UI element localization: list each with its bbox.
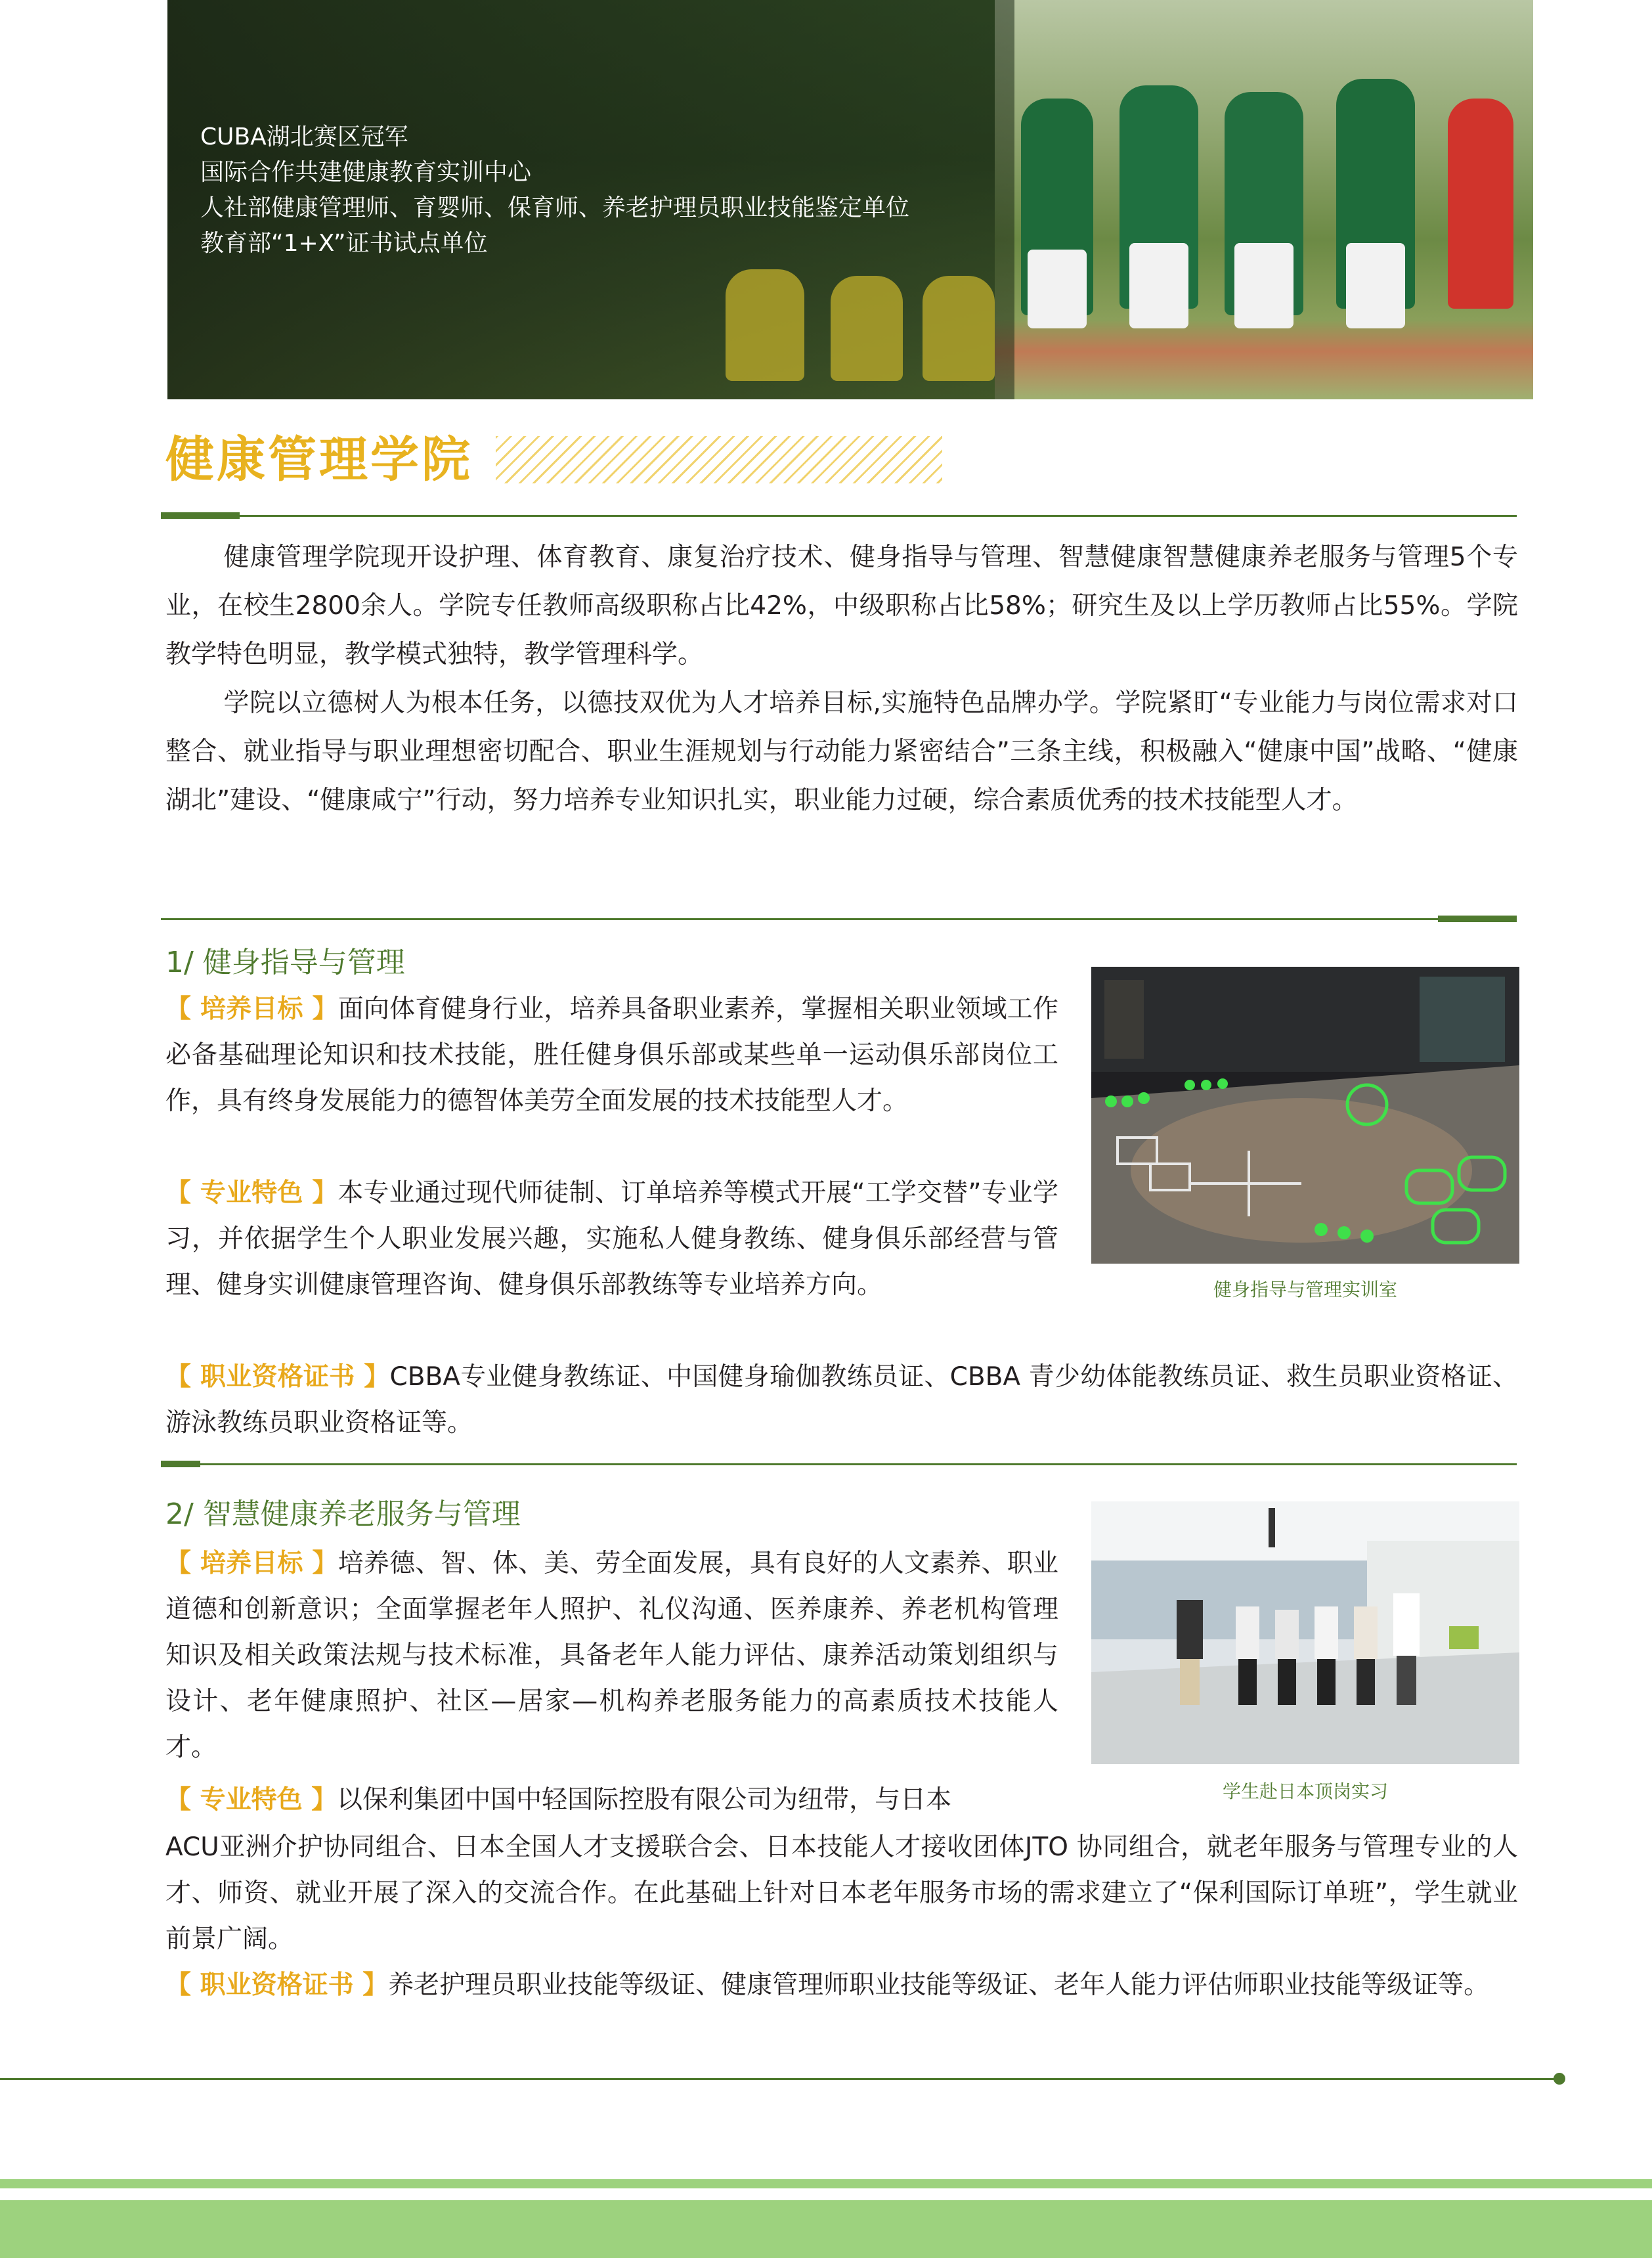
major-2-feature: ACU亚洲介护协同组合、日本全国人才支援联合会、日本技能人才接收团体JTO 协同组合，就老年服务与管理专业的人才、师资、就业开展了深入的交流合作。在此基础上针对日本老年服务市场的需求建立了“保利国际订单班”，学生就业前景广阔。 xyxy=(165,1832,1518,1954)
japan-internship-photo xyxy=(1091,1501,1519,1764)
major-1-feature: 【 专业特色 】本专业通过现代师徒制、订单培养等模式开展“工学交替”专业学习，并依据学生个人职业发展兴趣，实施私人健身教练、健身俱乐部经营与管理、健身实训健康管理咨询、健身俱乐部教练等专业培养方向。 xyxy=(165,1178,1059,1300)
gym-training-room-photo xyxy=(1091,967,1519,1264)
major-2-divider xyxy=(161,1463,1517,1465)
internship-photo-caption: 学生赴日本顶岗实习 xyxy=(1222,1781,1388,1802)
hero-line: 人社部健康管理师、育婴师、保育师、养老护理员职业技能鉴定单位 xyxy=(200,194,910,221)
major-2-feature-line: 【 专业特色 】以保利集团中国中轻国际控股有限公司为纽带，与日本 xyxy=(165,1785,952,1815)
bottom-divider-dot xyxy=(1554,2073,1565,2085)
major-1-goal: 【 培养目标 】面向体育健身行业，培养具备职业素养，掌握相关职业领域工作必备基础理论知识和技术技能，胜任健身俱乐部或某些单一运动俱乐部岗位工作，具有终身发展能力的德智体美劳全面发展的技术技能型人才。 xyxy=(165,994,1058,1116)
major-2-goal: 【 培养目标 】培养德、智、体、美、劳全面发展，具有良好的人文素养、职业道德和创新意识；全面掌握老年人照护、礼仪沟通、医养康养、养老机构管理知识及相关政策法规与技术标准，具备老年人能力评估、康养活动策划组织与设计、老年健康照护、社区—居家—机构养老服务能力的高素质技术技能人才。 xyxy=(165,1549,1058,1762)
major-1-cert: 【 职业资格证书 】CBBA专业健身教练证、中国健身瑜伽教练员证、CBBA 青少幼体能教练员证、救生员职业资格证、游泳教练员职业资格证等。 xyxy=(165,1362,1518,1438)
title-hatch-decoration xyxy=(496,436,942,483)
hero-line: 国际合作共建健康教育实训中心 xyxy=(200,159,532,186)
hero-line: CUBA湖北赛区冠军 xyxy=(200,123,408,150)
intro-paragraph-1: 健康管理学院现开设护理、体育教育、康复治疗技术、健身指导与管理、智慧健康智慧健康养老服务与管理5个专业，在校生2800余人。学院专任教师高级职称占比42%，中级职称占比58%；研究生及以上学历教师占比55%。学院教学特色明显，教学模式独特，教学管理科学。 xyxy=(165,542,1518,669)
title-divider-accent xyxy=(161,512,240,519)
major-1-divider-accent xyxy=(1438,916,1517,922)
major-2-cert: 【 职业资格证书 】养老护理员职业技能等级证、健康管理师职业技能等级证、老年人能力评估师职业技能等级证等。 xyxy=(165,1970,1490,2000)
hero-caption xyxy=(200,120,1054,261)
hero-line: 教育部“1+X”证书试点单位 xyxy=(200,230,488,257)
major-1-heading: 1/ 健身指导与管理 xyxy=(165,946,405,979)
major-1-divider xyxy=(161,918,1517,920)
bottom-divider xyxy=(0,2078,1561,2080)
major-2-divider-accent xyxy=(161,1461,200,1467)
footer-band xyxy=(0,2200,1652,2258)
intro-paragraph-2: 学院以立德树人为根本任务，以德技双优为人才培养目标,实施特色品牌办学。学院紧盯“专业能力与岗位需求对口整合、就业指导与职业理想密切配合、职业生涯规划与行动能力紧密结合”三条主线，积极融入“健康中国”战略、“健康湖北”建设、“健康咸宁”行动，努力培养专业知识扎实，职业能力过硬，综合素质优秀的技术技能型人才。 xyxy=(165,688,1518,815)
major-2-heading: 2/ 智慧健康养老服务与管理 xyxy=(165,1497,521,1531)
section-title: 健康管理学院 xyxy=(165,432,473,488)
footer-stripe xyxy=(0,2179,1652,2188)
gym-photo-caption: 健身指导与管理实训室 xyxy=(1213,1279,1397,1300)
title-divider xyxy=(161,515,1517,517)
